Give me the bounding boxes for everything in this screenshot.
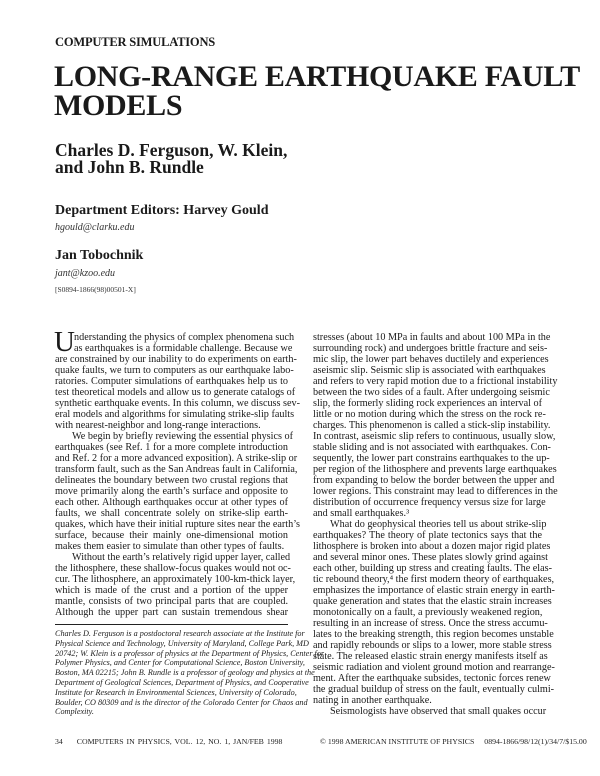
text-line: move primarily along the earth’s surface and opposite to (55, 486, 288, 497)
article-title (54, 62, 580, 120)
text-line: state. The released elastic strain energy manifests itself as (313, 651, 548, 662)
text-line: and rapidly rebounds or slips to a lower, more stable stress (313, 640, 552, 651)
text-line: the gradual buildup of stress on the fault, eventually culmi- (313, 684, 555, 695)
title-line: LONG-RANGE EARTHQUAKE FAULT (54, 60, 580, 93)
journal-citation: COMPUTERS IN PHYSICS, VOL. 12, NO. 1, JAN/FEB 1998 (76, 737, 283, 746)
footnote-line: Physical Science and Technology, University of Maryland, College Park, MD (55, 638, 309, 648)
page-number: 34 (55, 737, 63, 746)
text-line: Seismologists have observed that small quakes occur (330, 706, 547, 717)
text-line: the lithosphere, these shallow-focus quakes would not oc- (55, 563, 291, 574)
text-line: test theoretical models and allow us to generate catalogs of (55, 387, 296, 398)
right-column (313, 332, 558, 717)
text-line: sequently, the lower part constrains earthquakes to the up- (313, 453, 550, 464)
text-line: stresses (about 10 MPa in faults and about 100 MPa in the (313, 332, 551, 343)
editor-email: hgould@clarku.edu (55, 222, 135, 233)
footnote-line: Institute for Research in Environmental Sciences, University of Colorado, (55, 687, 297, 697)
text-line: distribution of occurrence frequency versus size for large (313, 497, 546, 508)
text-line: which is made of the crust and a portion of the upper (55, 585, 288, 596)
footnote-line: Boston, MA 02215; John B. Rundle is a professor of geology and physics at the (55, 668, 315, 678)
text-line: eral models and algorithms for simulating strike-slip faults (55, 409, 295, 420)
text-line: as earthquakes is a formidable challenge. Because we (74, 343, 293, 354)
text-line: and several minor ones. These plates slowly grind against (313, 552, 548, 563)
text-line: lates to the breaking strength, this region becomes unstable (313, 629, 554, 640)
text-line: surface, because their mainly one-dimensional motion (55, 530, 288, 541)
text-line: earthquakes (see Ref. 1 for a more complete introduction (55, 442, 288, 453)
footnote-line: 20742; W. Klein is a professor of physics at the Department of Physics, Center for (55, 648, 325, 658)
text-line: slip, the formerly sliding rock experiences an interval of (313, 398, 542, 409)
text-line: quake faults, we turn to computers as our earthquake labo- (55, 365, 294, 376)
footnote-divider (55, 624, 288, 625)
text-line: ment. After the earthquake subsides, tectonic forces renew (313, 673, 551, 684)
text-line: We begin by briefly reviewing the essential physics of (72, 431, 293, 442)
text-line: per region of the lithosphere and prevents large earthquakes (313, 464, 557, 475)
text-line: cur. The lithosphere, an approximately 100-km-thick layer, (55, 574, 296, 585)
text-line: Although the upper part can sustain tremendous shear (55, 607, 288, 618)
footnote-line: Polymer Physics, and Center for Computational Science, Boston University, (55, 658, 305, 668)
drop-cap: U (54, 326, 75, 358)
text-line: and Ref. 2 for a more advanced exposition). A strike-slip or (55, 453, 298, 464)
text-line: In contrast, aseismic slip refers to continuous, usually slow, (313, 431, 556, 442)
text-line: emphasizes the importance of elastic strain energy in earth- (313, 585, 555, 596)
text-line: synthetic earthquake events. In this column, we discuss sev- (55, 398, 301, 409)
article-code: 0894-1866/98/12(1)/34/7/$15.00 (484, 737, 587, 746)
copyright: © 1998 AMERICAN INSTITUTE OF PHYSICS (320, 737, 475, 746)
text-line: monotonically on a fault, a previously weakened region, (313, 607, 543, 618)
text-line: are constrained by our inability to do experiments on earth- (55, 354, 297, 365)
text-line: delineates the boundary between two crustal regions that (55, 475, 288, 486)
text-line: quake generation and states that the elastic strain increases (313, 596, 552, 607)
text-line: What do geophysical theories tell us about strike-slip (330, 519, 547, 530)
text-line: little or no motion during which the stress on the rock re- (313, 409, 546, 420)
left-column (54, 326, 301, 618)
authors (55, 142, 287, 176)
editor-name: Jan Tobochnik (55, 248, 144, 263)
text-line: between the two sides of a fault. After undergoing seismic (313, 387, 550, 398)
author-line: Charles D. Ferguson, W. Klein, (55, 140, 288, 160)
author-line: and John B. Rundle (55, 157, 204, 177)
text-line: stable sliding and is not associated with earthquakes. Con- (313, 442, 551, 453)
text-line: resulting in an increase of stress. Once the stress accumu- (313, 618, 548, 629)
text-line: tic rebound theory,⁴ the first modern theory of earthquakes, (313, 574, 555, 585)
text-line: Without the earth’s relatively rigid upper layer, called (72, 552, 291, 563)
footnote-line: Complexity. (55, 707, 94, 717)
text-line: and small earthquakes.³ (313, 508, 410, 519)
editor-email: jant@kzoo.edu (55, 268, 116, 279)
text-line: transform fault, such as the San Andreas fault in California, (55, 464, 298, 475)
footer-right (320, 737, 587, 746)
text-line: mantle, consists of two principal parts that are coupled. (55, 596, 288, 607)
author-footnote (55, 629, 325, 717)
text-line: lower regions. This constraint may lead to differences in the (313, 486, 558, 497)
text-line: from expanding to below the border between the upper and (313, 475, 555, 486)
text-line: with nearest-neighbor and long-range interactions. (55, 420, 261, 431)
text-line: each other, building up stress and creating faults. The elas- (313, 563, 553, 574)
text-line: aseismic slip. Seismic slip is associated with earthquakes (313, 365, 546, 376)
doi: [S0894-1866(98)00501-X] (55, 285, 136, 294)
footnote-line: Boulder, CO 80309 and is the director of the Colorado Center for Chaos and (55, 697, 308, 707)
footer-left (55, 737, 282, 746)
text-line: each other. Although earthquakes occur at other types of (55, 497, 288, 508)
text-line: makes them easier to simulate than other types of faults. (55, 541, 285, 552)
text-line: ratories. Computer simulations of earthquakes help us to (55, 376, 288, 387)
text-line: and refers to very rapid motion due to a frictional instability (313, 376, 558, 387)
text-line: quakes, which have their initial rupture sites near the earth’s (55, 519, 300, 530)
section-heading: COMPUTER SIMULATIONS (55, 35, 216, 49)
text-line: surrounding rock) and undergoes brittle fracture and seis- (313, 343, 548, 354)
text-line: nderstanding the physics of complex phenomena such (74, 332, 295, 343)
text-line: faults, we shall concentrate solely on strike-slip earth- (55, 508, 288, 519)
title-line: MODELS (54, 89, 183, 122)
text-line: earthquakes? The theory of plate tectonics says that the (313, 530, 542, 541)
text-line: lithosphere is broken into about a dozen major rigid plates (313, 541, 551, 552)
text-line: nating in another earthquake. (313, 695, 432, 706)
text-line: seismic radiation and violent ground motion and rearrange- (313, 662, 555, 673)
text-line: mic slip, the lower part behaves ductilely and experiences (313, 354, 549, 365)
footnote-line: Charles D. Ferguson is a postdoctoral research associate at the Institute for (55, 629, 305, 638)
footnote-line: Department of Geological Sciences, Department of Physics, and Cooperative (55, 677, 309, 687)
text-line: charges. This phenomenon is called a stick-slip instability. (313, 420, 551, 431)
department-editors: Department Editors: Harvey Gould (55, 203, 269, 218)
